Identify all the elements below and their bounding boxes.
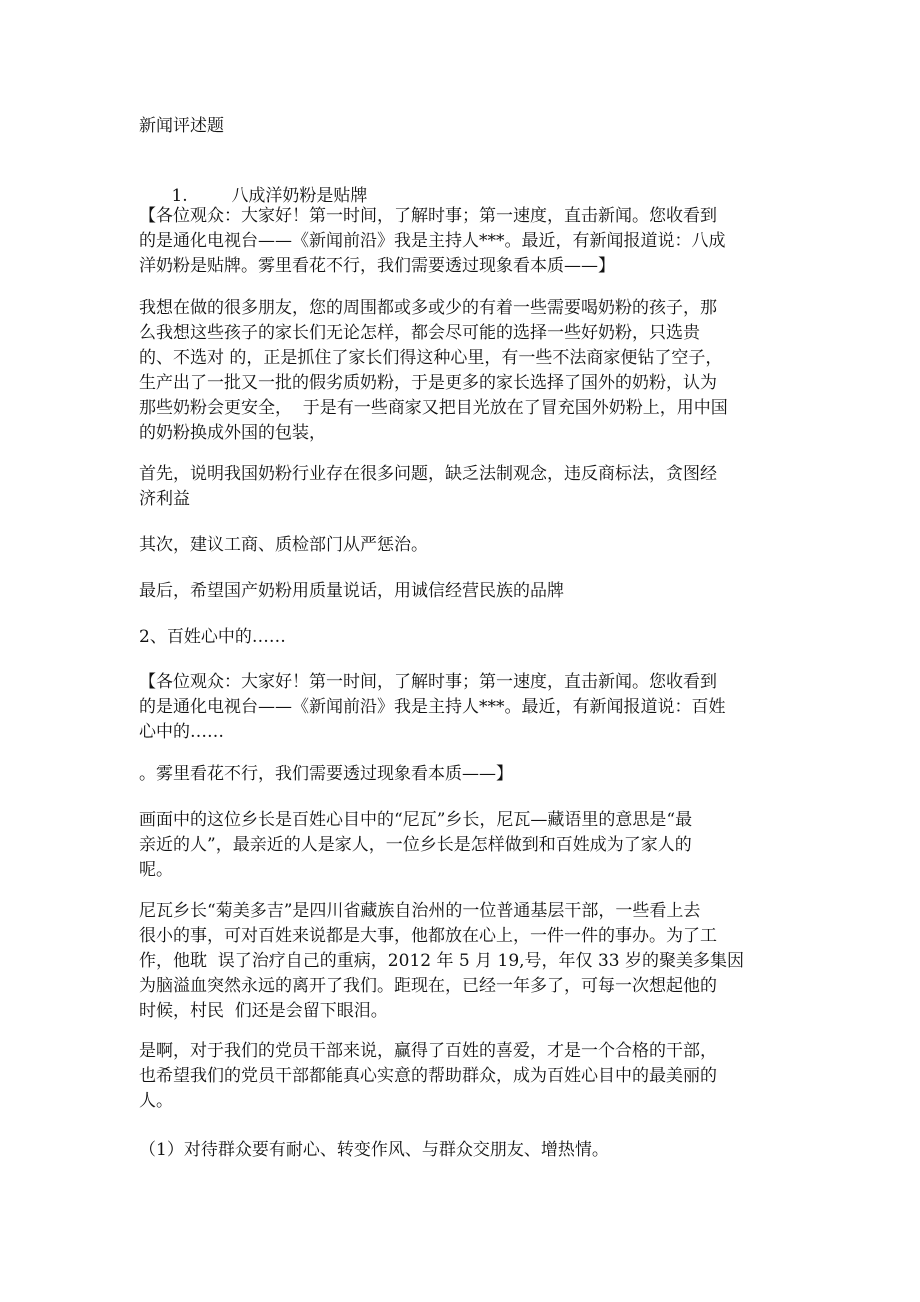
- text-line: 济利益: [139, 489, 190, 509]
- text-line: 其次，建议工商、质检部门从严惩治。: [139, 535, 428, 555]
- item2-intro-paragraph: [139, 670, 789, 745]
- item1-last-paragraph: [139, 579, 789, 604]
- text-line: 呢。: [139, 860, 173, 880]
- text-line: 生产出了一批又一批的假劣质奶粉，于是更多的家长选择了国外的奶粉，认为: [139, 373, 717, 393]
- text-line: 么我想这些孩子的家长们无论怎样，都会尽可能的选择一些好奶粉，只选贵: [139, 323, 700, 343]
- text-line: 为脑溢血突然永远的离开了我们。距现在，已经一年多了，可每一次想起他的: [139, 976, 717, 996]
- text-line: 亲近的人”，最亲近的人是家人，一位乡长是怎样做到和百姓成为了家人的: [139, 835, 692, 855]
- text-line: 。雾里看花不行，我们需要透过现象看本质——】: [139, 764, 513, 784]
- text-line: 是啊，对于我们的党员干部来说，赢得了百姓的喜爱，才是一个合格的干部，: [139, 1041, 717, 1061]
- text-line: 洋奶粉是贴牌。雾里看花不行，我们需要透过现象看本质——】: [139, 256, 615, 276]
- item1-second-paragraph: [139, 533, 789, 558]
- text-line: 的是通化电视台——《新闻前沿》我是主持人***。最近，有新闻报道说：百姓: [139, 697, 726, 717]
- text-line: 首先，说明我国奶粉行业存在很多问题，缺乏法制观念，违反商标法，贪图经: [139, 464, 717, 484]
- text-line: （1）对待群众要有耐心、转变作风、与群众交朋友、增热情。: [139, 1140, 609, 1160]
- item2-paragraph-2: [139, 899, 789, 1024]
- text-line: 人。: [139, 1091, 173, 1111]
- item1-intro-paragraph: [139, 204, 789, 279]
- item1-title-text: 八成洋奶粉是贴牌: [231, 186, 368, 206]
- text-line: 【各位观众：大家好！第一时间，了解时事；第一速度，直击新闻。您收看到: [139, 672, 717, 692]
- item2-title: [139, 625, 789, 650]
- text-line: 的是通化电视台——《新闻前沿》我是主持人***。最近，有新闻报道说：八成: [139, 231, 726, 251]
- text-line: 画面中的这位乡长是百姓心目中的“尼瓦”乡长，尼瓦—藏语里的意思是“最: [139, 810, 693, 830]
- item2-paragraph-1: [139, 808, 789, 883]
- item2-paragraph-3: [139, 1039, 789, 1114]
- item2-title-text: 2、百姓心中的……: [139, 627, 286, 647]
- item2-intro-end-paragraph: [139, 762, 789, 787]
- text-line: 时候，村民 们还是会留下眼泪。: [139, 1001, 388, 1021]
- text-line: 那些奶粉会更安全， 于是有一些商家又把目光放在了冒充国外奶粉上，用中国: [139, 398, 728, 418]
- text-line: 心中的……: [139, 722, 224, 742]
- text-line: 很小的事，可对百姓来说都是大事，他都放在心上，一件一件的事办。为了工: [139, 926, 717, 946]
- document-heading: [139, 114, 789, 139]
- heading-text: 新闻评述题: [139, 116, 224, 136]
- text-line: 也希望我们的党员干部都能真心实意的帮助群众，成为百姓心目中的最美丽的: [139, 1066, 717, 1086]
- text-line: 的奶粉换成外国的包装，: [139, 423, 326, 443]
- item2-point-1: [139, 1138, 789, 1163]
- text-line: 的、不选对 的，正是抓住了家长们得这种心里，有一些不法商家便钻了空子，: [139, 348, 723, 368]
- item1-number: 1.: [171, 186, 188, 206]
- text-line: 作，他耽 误了治疗自己的重病，2012 年 5 月 19,号，年仅 33 岁的聚美多集因: [139, 951, 744, 971]
- text-line: 尼瓦乡长“菊美多吉”是四川省藏族自治州的一位普通基层干部，一些看上去: [139, 901, 701, 921]
- text-line: 我想在做的很多朋友，您的周围都或多或少的有着一些需要喝奶粉的孩子，那: [139, 298, 717, 318]
- item1-first-paragraph: [139, 462, 789, 512]
- text-line: 最后，希望国产奶粉用质量说话，用诚信经营民族的品牌: [139, 581, 564, 601]
- text-line: 【各位观众：大家好！第一时间，了解时事；第一速度，直击新闻。您收看到: [139, 206, 717, 226]
- item1-body-paragraph: [139, 296, 789, 446]
